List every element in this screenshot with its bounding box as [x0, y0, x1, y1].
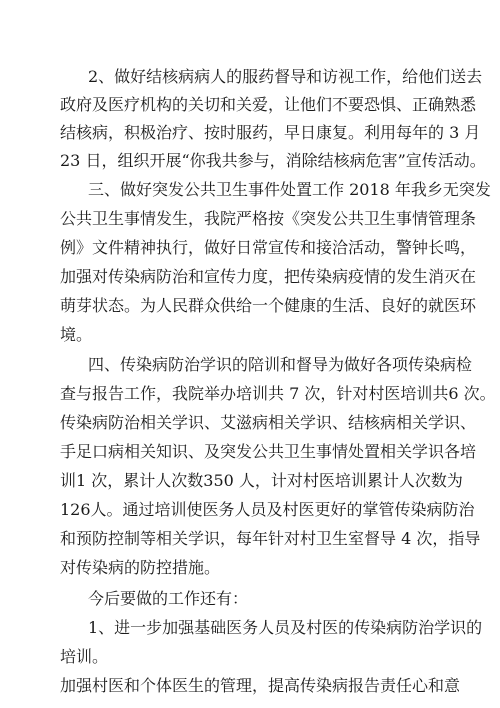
section-3-line-2: 公共卫生事情发生，我院严格按《突发公共卫生事情管理条 [60, 209, 477, 228]
paragraph-2-line-1: 2、做好结核病病人的服药督导和访视工作，给他们送去 [88, 67, 483, 86]
section-3-line-3: 例》文件精神执行，做好日常宣传和接洽活动，警钟长鸣， [60, 238, 477, 257]
section-3-line-5: 萌芽状态。为人民群众供给一个健康的生活、良好的就医环 [60, 296, 477, 315]
section-4-line-3: 传染病防治相关学识、艾滋病相关学识、结核病相关学识、 [60, 413, 477, 432]
future-work-heading: 今后要做的工作还有： [88, 589, 249, 608]
future-work-item-1-line-2: 培训。 [60, 647, 109, 666]
future-work-item-1-line-1: 1、进一步加强基础医务人员及村医的传染病防治学识的 [88, 618, 483, 637]
paragraph-2-line-4: 23 日，组织开展“你我共参与，消除结核病危害”宣传活动。 [60, 151, 486, 170]
paragraph-2-line-3: 结核病，积极治疗、按时服药，早日康复。利用每年的 3 月 [60, 123, 481, 142]
section-4-line-4: 手足口病相关知识、及突发公共卫生事情处置相关学识各培 [60, 442, 477, 461]
section-3-line-6: 境。 [60, 325, 93, 344]
section-3-line-4: 加强对传染病防治和宣传力度，把传染病疫情的发生消灭在 [60, 267, 477, 286]
section-4-line-5: 训1 次，累计人次数350 人，计对村医培训累计人次数为 [60, 471, 463, 490]
section-4-line-1: 四、传染病防治学识的陪训和督导为做好各项传染病检 [88, 355, 473, 374]
section-3-line-1: 三、做好突发公共卫生事件处置工作 2018 年我乡无突发 [88, 180, 491, 199]
section-4-line-8: 对传染病的防控措施。 [60, 558, 221, 577]
section-4-line-7: 和预防控制等相关学识，每年针对村卫生室督导 4 次，指导 [60, 529, 481, 548]
section-4-line-2: 查与报告工作，我院举办培训共 7 次，针对村医培训共6 次。 [60, 384, 496, 403]
section-4-line-6: 126人。通过培训使医务人员及村医更好的掌管传染病防治 [60, 500, 475, 519]
paragraph-2-line-2: 政府及医疗机构的关切和关爱，让他们不要恐惧、正确熟悉 [60, 95, 477, 114]
future-work-item-2-line-1: 加强村医和个体医生的管理，提高传染病报告责任心和意 [60, 676, 461, 695]
